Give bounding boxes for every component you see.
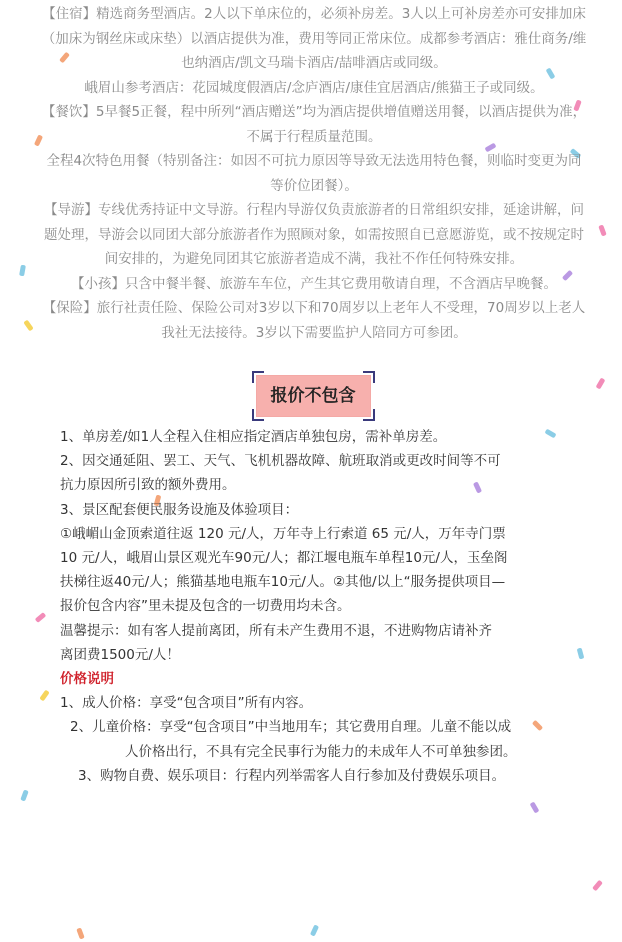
excludes-section <box>30 425 596 788</box>
exclude-detail-1: ①峨嵋山金顶索道往返 120 元/人，万年寺上行索道 65 元/人，万年寺门票 <box>60 525 506 542</box>
exclude-detail-4: 报价包含内容”里未提及包含的一切费用均未含。 <box>60 598 351 615</box>
price-adult: 1、成人价格：享受“包含项目”所有内容。 <box>60 695 313 712</box>
include-meals: 【餐饮】5早餐5正餐，程中所列“酒店赠送”均为酒店提供增值赠送用餐，以酒店提供为准，不属于行程质量范围。 <box>41 104 587 145</box>
includes-section <box>30 0 596 345</box>
tip-line-1: 温馨提示：如有客人提前离团，所有未产生费用不退，不进购物店请补齐 <box>60 622 492 639</box>
section-title-wrap <box>30 375 596 417</box>
include-emei-hotels: 峨眉山参考酒店：花园城度假酒店/念庐酒店/康佳宜居酒店/熊猫王子或同级。 <box>84 79 544 96</box>
exclude-item-2-cont: 抗力原因所引致的额外费用。 <box>60 477 236 494</box>
price-shopping: 3、购物自费、娱乐项目：行程内列举需客人自行参加及付费娱乐项目。 <box>78 767 506 784</box>
tip-line-2: 离团费1500元/人！ <box>60 646 180 663</box>
exclude-item-3: 3、景区配套便民服务设施及体验项目： <box>60 501 299 518</box>
include-special-meals: 全程4次特色用餐（特别备注：如因不可抗力原因等导致无法选用特色餐，则临时变更为同等价位团餐）。 <box>46 153 582 194</box>
include-insurance: 【保险】旅行社责任险、保险公司对3岁以下和70周岁以上老年人不受理，70周岁以上老人我社无法接待。3岁以下需要监护人陪同方可参团。 <box>42 300 586 341</box>
price-child: 2、儿童价格：享受“包含项目”中当地用车；其它费用自理。儿童不能以成 <box>70 719 512 736</box>
include-children: 【小孩】只含中餐半餐、旅游车车位，产生其它费用敬请自理，不含酒店早晚餐。 <box>71 275 557 292</box>
exclude-detail-2: 10 元/人，峨眉山景区观光车90元/人；都江堰电瓶车单程10元/人，玉垒阁 <box>60 550 508 567</box>
include-guide: 【导游】专线优秀持证中文导游。行程内导游仅负责旅游者的日常组织安排，延途讲解，问题处理，导游会以同团大部分旅游者作为照顾对象，如需按照自已意愿游览，或不按规定时间安排的，为避免同团其它旅游者造成不满，我社不作任何特殊安排。 <box>44 202 584 267</box>
price-child-cont: 人价格出行，不具有完全民事行为能力的未成年人不可单独参团。 <box>125 743 517 760</box>
exclude-item-1: 1、单房差/如1人全程入住相应指定酒店单独包房，需补单房差。 <box>60 429 447 445</box>
exclude-item-2: 2、因交通延阻、罢工、天气、飞机机器故障、航班取消或更改时间等不可 <box>60 453 501 470</box>
section-title: 报价不包含 <box>256 375 371 417</box>
exclude-detail-3: 扶梯往返40元/人；熊猫基地电瓶车10元/人。②其他/以上“服务提供项目— <box>60 574 506 591</box>
include-accommodation: 【住宿】精选商务型酒店。2人以下单床位的，必须补房差。3人以上可补房差亦可安排加床（加床为钢丝床或床垫）以酒店提供为准，费用等同正常床位。成都参考酒店：雅仕商务/维也纳酒店/凯文马瑞卡酒店/喆啡酒店或同级。 <box>41 6 587 71</box>
price-title: 价格说明 <box>60 671 114 688</box>
